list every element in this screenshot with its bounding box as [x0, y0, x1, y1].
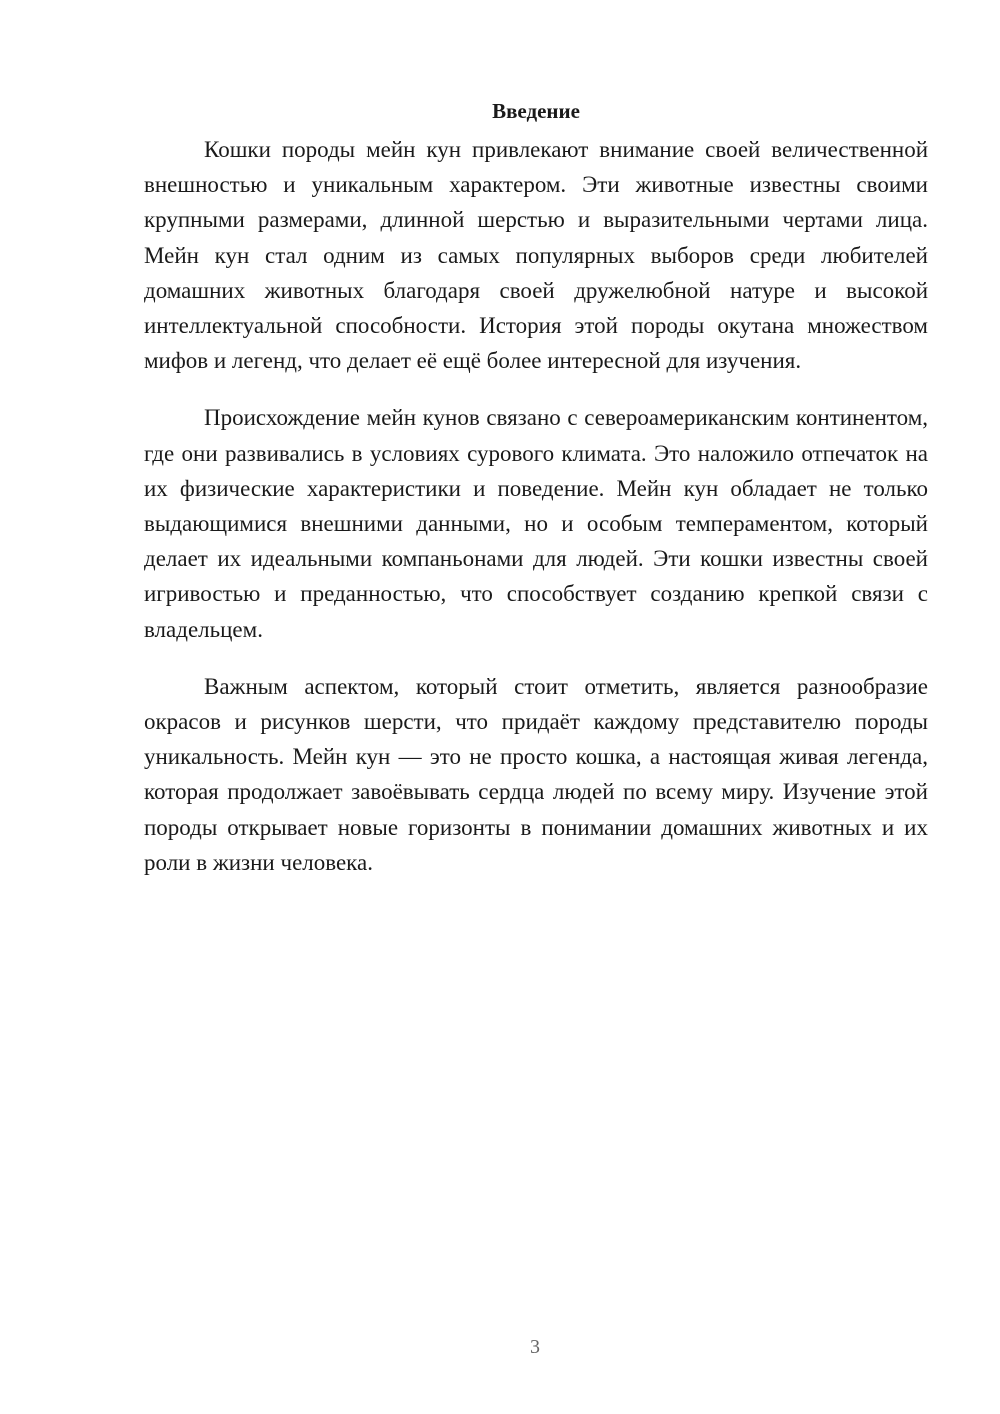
page-number: 3 — [530, 1336, 540, 1358]
section-title: Введение — [492, 99, 580, 123]
paragraph-3: Важным аспектом, который стоит отметить, является разнообразие окрасов и рисунков шерсти, что придаёт каждому представителю породы уникальность. Мейн кун — это не просто кошка, а настоящая живая легенда, которая продолжает завоёвывать сердца людей по всему миру. Изучение этой породы открывает новые горизонты в понимании домашних животных и их роли в жизни человека. — [144, 673, 928, 875]
page-content — [144, 96, 928, 902]
paragraph-2: Происхождение мейн кунов связано с североамериканским континентом, где они развивались в условиях сурового климата. Это наложило отпечаток на их физические характеристики и поведение. Мейн кун обладает не только выдающимися внешними данными, но и особым темпераментом, который делает их идеальными компаньонами для людей. Эти кошки известны своей игривостью и преданностью, что способствует созданию крепкой связи с владельцем. — [144, 405, 928, 642]
paragraph-1: Кошки породы мейн кун привлекают внимание своей величественной внешностью и уникальным характером. Эти животные известны своими крупными размерами, длинной шерстью и выразительными чертами лица. Мейн кун стал одним из самых популярных выборов среди любителей домашних животных благодаря своей дружелюбной натуре и высокой интеллектуальной способности. История этой породы окутана множеством мифов и легенд, что делает её ещё более интересной для изучения. — [144, 137, 928, 374]
